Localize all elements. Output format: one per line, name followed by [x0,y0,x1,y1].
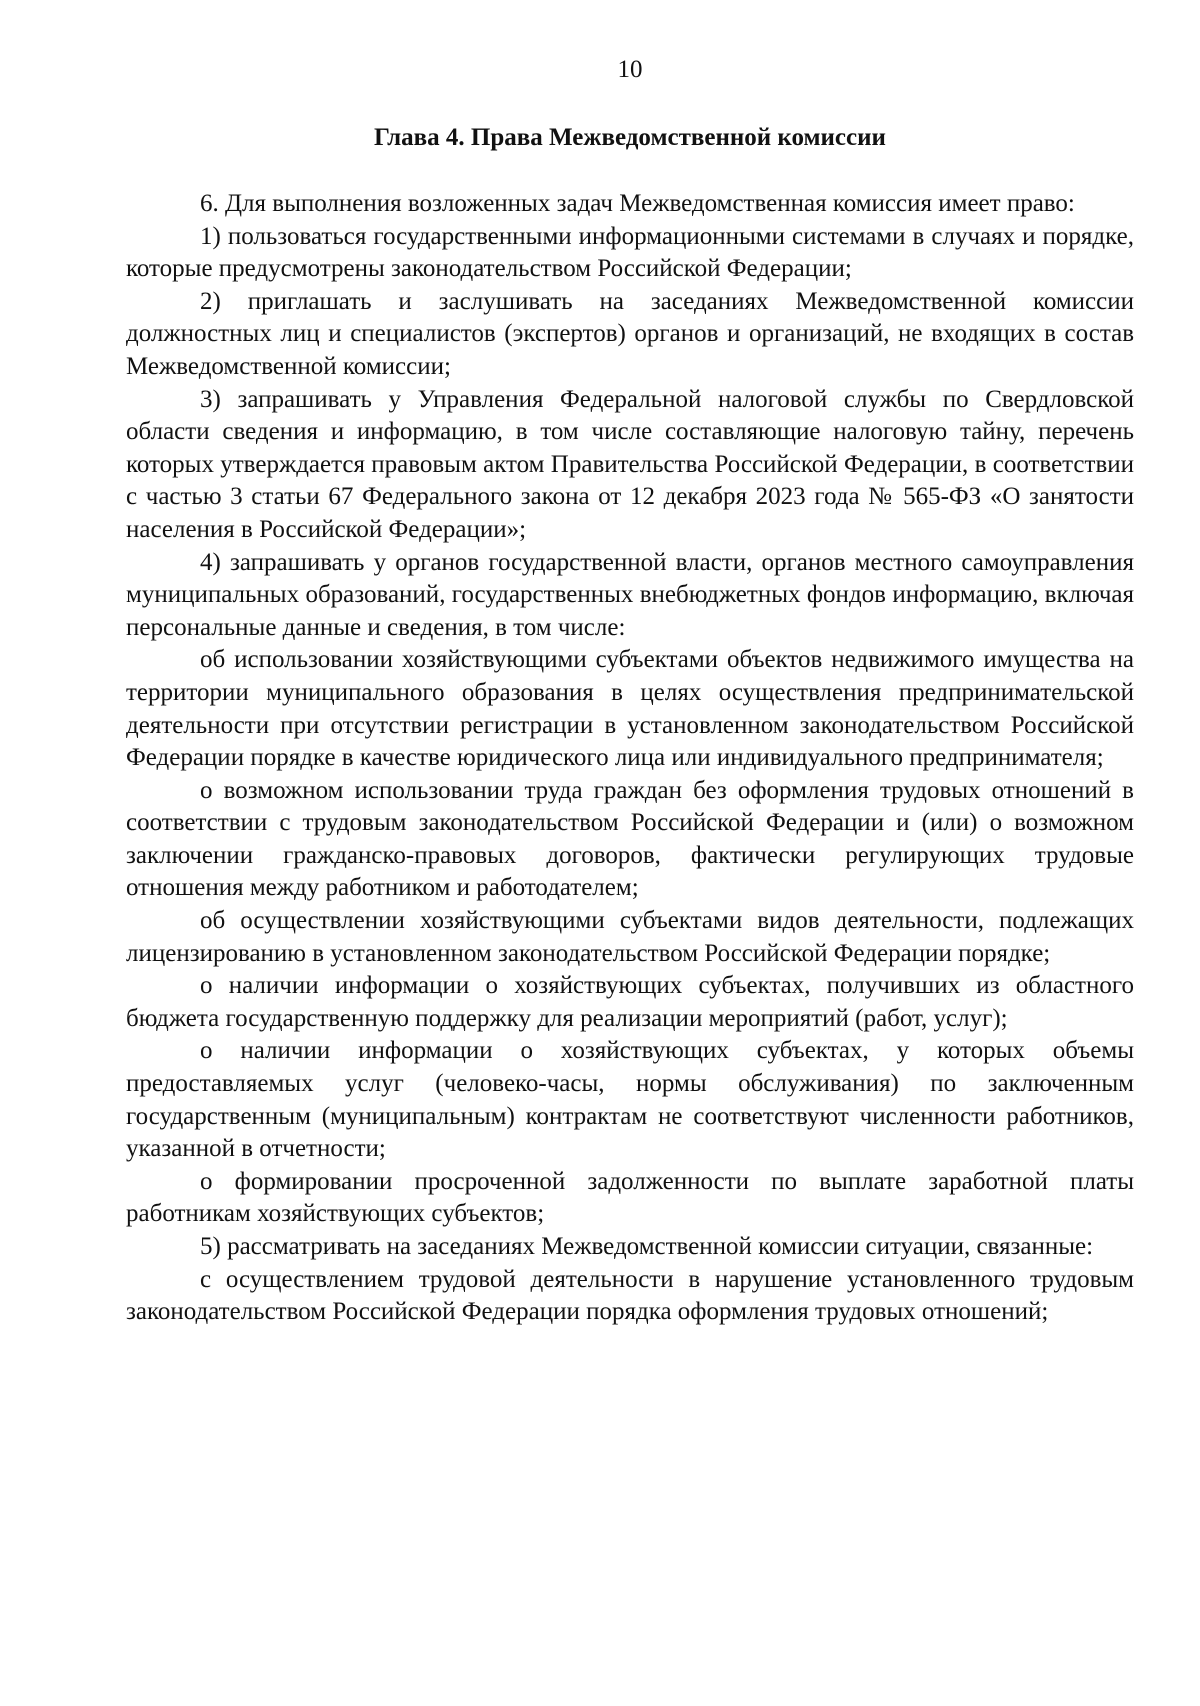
paragraph-item-1: 1) пользоваться государственными информационными системами в случаях и порядке, которые предусмотрены законодательством Российской Федерации; [126,222,1134,283]
paragraph-item-4-sub-2: о возможном использовании труда граждан без оформления трудовых отношений в соответствии с трудовым законодательством Российской Федерации и (или) о возможном заключении гражданско-правовых договоров, фактически регулирующих трудовые отношения между работником и работодателем; [126,776,1134,902]
chapter-title: Глава 4. Права Межведомственной комиссии [374,124,886,151]
paragraph-item-4-sub-5: о наличии информации о хозяйствующих субъектах, у которых объемы предоставляемых услуг (человеко-часы, нормы обслуживания) по заключенным государственным (муниципальным) контрактам не соответствуют численности работников, указанной в отчетности; [126,1037,1134,1163]
paragraph-item-5: 5) рассматривать на заседаниях Межведомственной комиссии ситуации, связанные: [200,1233,1094,1260]
paragraph-item-3: 3) запрашивать у Управления Федеральной налоговой службы по Свердловской области сведения и информацию, в том числе составляющие налоговую тайну, перечень которых утверждается правовым актом Правительства Российской Федерации, в соответствии с частью 3 статьи 67 Федерального закона от 12 декабря 2023 года № 565-ФЗ «О занятости населения в Российской Федерации»; [126,385,1134,543]
paragraph-6-intro: 6. Для выполнения возложенных задач Межведомственная комиссия имеет право: [200,190,1075,217]
document-body [126,188,1134,1329]
paragraph-item-4-sub-6: о формировании просроченной задолженности по выплате заработной платы работникам хозяйствующих субъектов; [126,1167,1134,1228]
paragraph-item-2: 2) приглашать и заслушивать на заседаниях Межведомственной комиссии должностных лиц и специалистов (экспертов) органов и организаций, не входящих в состав Межведомственной комиссии; [126,287,1134,380]
paragraph-item-4: 4) запрашивать у органов государственной власти, органов местного самоуправления муниципальных образований, государственных внебюджетных фондов информацию, включая персональные данные и сведения, в том числе: [126,548,1134,641]
paragraph-item-4-sub-1: об использовании хозяйствующими субъектами объектов недвижимого имущества на территории муниципального образования в целях осуществления предпринимательской деятельности при отсутствии регистрации в установленном законодательством Российской Федерации порядке в качестве юридического лица или индивидуального предпринимателя; [126,646,1134,772]
paragraph-item-4-sub-3: об осуществлении хозяйствующими субъектами видов деятельности, подлежащих лицензированию в установленном законодательством Российской Федерации порядке; [126,907,1134,967]
paragraph-item-5-sub-1: с осуществлением трудовой деятельности в нарушение установленного трудовым законодательством Российской Федерации порядка оформления трудовых отношений; [126,1265,1134,1326]
paragraph-item-4-sub-4: о наличии информации о хозяйствующих субъектах, получивших из областного бюджета государственную поддержку для реализации мероприятий (работ, услуг); [126,972,1134,1032]
page-number: 10 [617,56,643,83]
